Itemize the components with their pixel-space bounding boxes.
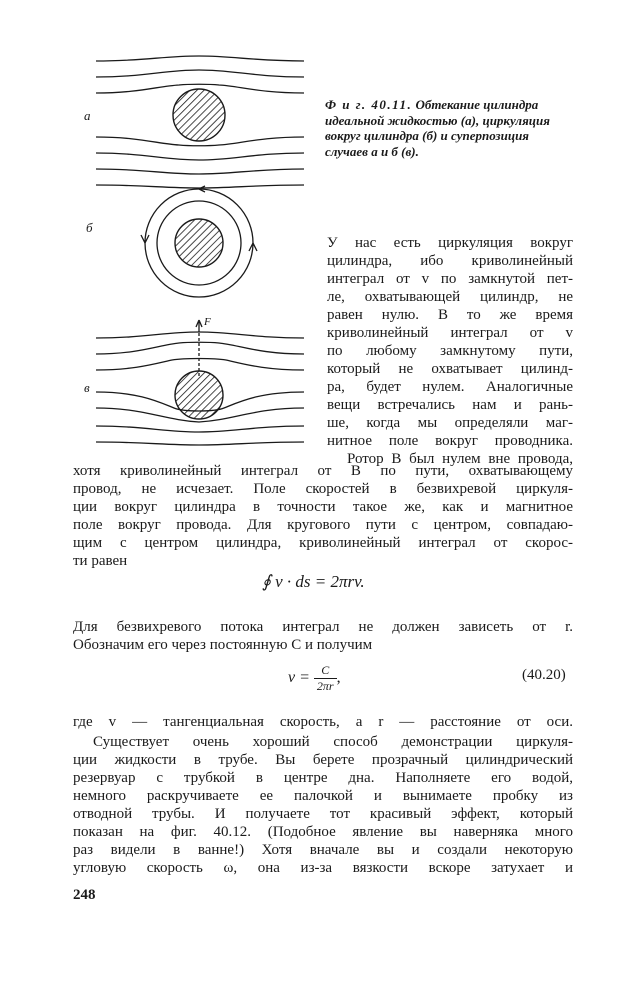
body-line: ции вокруг цилиндра в точности такое же, как и магнитное — [73, 499, 573, 515]
body-line: немного раскручиваете ее палочкой и вынимаете пробку из — [73, 788, 573, 804]
flow-diagram — [84, 40, 314, 460]
formula-40-20 — [288, 663, 341, 694]
caption-text: Обтекание цилиндра идеальной жидкостью (а), циркуляция вокруг цилиндра (б) и суперпозиция случаев а и б (в). — [325, 97, 550, 159]
body-line: резервуар с трубкой в центре дна. Наполняете его водой, — [73, 770, 573, 786]
cylinder-a — [173, 89, 225, 141]
where-line: где v — тангенциальная скорость, а r — расстояние от оси. — [73, 714, 573, 730]
side-line: цилиндра, ибо криволинейный — [327, 253, 573, 269]
formula-denominator: 2πr — [316, 679, 334, 693]
side-line: по любому замкнутому пути, — [327, 343, 573, 359]
figure-caption — [325, 97, 575, 159]
body-line: показан на фиг. 40.12. (Подобное явление вы наверняка много — [73, 824, 573, 840]
body-line: поле вокруг провода. Для кругового пути с центром, совпадаю- — [73, 517, 573, 533]
side-line: нитное поле вокруг проводника. — [327, 433, 573, 449]
formula-lhs: v = — [288, 669, 310, 687]
body-line: хотя криволинейный интеграл от B по пути, охватывающему — [73, 463, 573, 479]
body-line: Для безвихревого потока интеграл не должен зависеть от r. — [73, 619, 573, 635]
body-line: отводной трубы. И получаете тот красивый эффект, который — [73, 806, 573, 822]
formula-numerator: C — [314, 663, 337, 679]
body-line: ти равен — [73, 553, 128, 569]
body-line: провод, не исчезает. Поле скоростей в безвихревой циркуля- — [73, 481, 573, 497]
formula-tail: , — [336, 669, 341, 687]
side-line: интеграл от v по замкнутой пет- — [327, 271, 573, 287]
body-line: раз видели в ванне!) Хотя вначале вы и создали некоторую — [73, 842, 573, 858]
side-line: равен нулю. В то же время — [327, 307, 573, 323]
side-line: ше, когда мы определяли маг- — [327, 415, 573, 431]
label-b: б — [86, 220, 93, 235]
body-line: ции жидкости в трубе. Вы берете прозрачный цилиндрический — [73, 752, 573, 768]
body-line: Существует очень хороший способ демонстрации циркуля- — [93, 734, 573, 750]
side-line: Ротор B был нулем вне провода, — [347, 451, 573, 467]
cylinder-b — [175, 219, 223, 267]
figure-40-11 — [84, 40, 314, 460]
cylinder-c — [175, 371, 223, 419]
page-number: 248 — [73, 887, 96, 903]
formula-fraction — [314, 663, 337, 694]
label-c: в — [84, 380, 90, 395]
force-label: F — [204, 316, 211, 328]
caption-prefix: Ф и г. 40.11. — [325, 97, 413, 112]
side-line: ра, будет нулем. Аналогичные — [327, 379, 573, 395]
side-line: ле, охватывающей цилиндр, не — [327, 289, 573, 305]
label-a: а — [84, 108, 91, 123]
body-line: угловую скорость ω, она из-за вязкости вскоре затухает и — [73, 860, 573, 876]
side-line: У нас есть циркуляция вокруг — [327, 235, 573, 251]
equation-number: (40.20) — [522, 667, 566, 683]
side-line: который не охватывает цилинд- — [327, 361, 573, 377]
side-line: криволинейный интеграл от v — [327, 325, 573, 341]
body-line: Обозначим его через постоянную C и получим — [73, 637, 373, 653]
side-line: вещи встречались нам и рань- — [327, 397, 573, 413]
body-line: щим с центром цилиндра, криволинейный интеграл от скорос- — [73, 535, 573, 551]
formula-line-integral: ∮ v · ds = 2πrv. — [262, 572, 365, 591]
